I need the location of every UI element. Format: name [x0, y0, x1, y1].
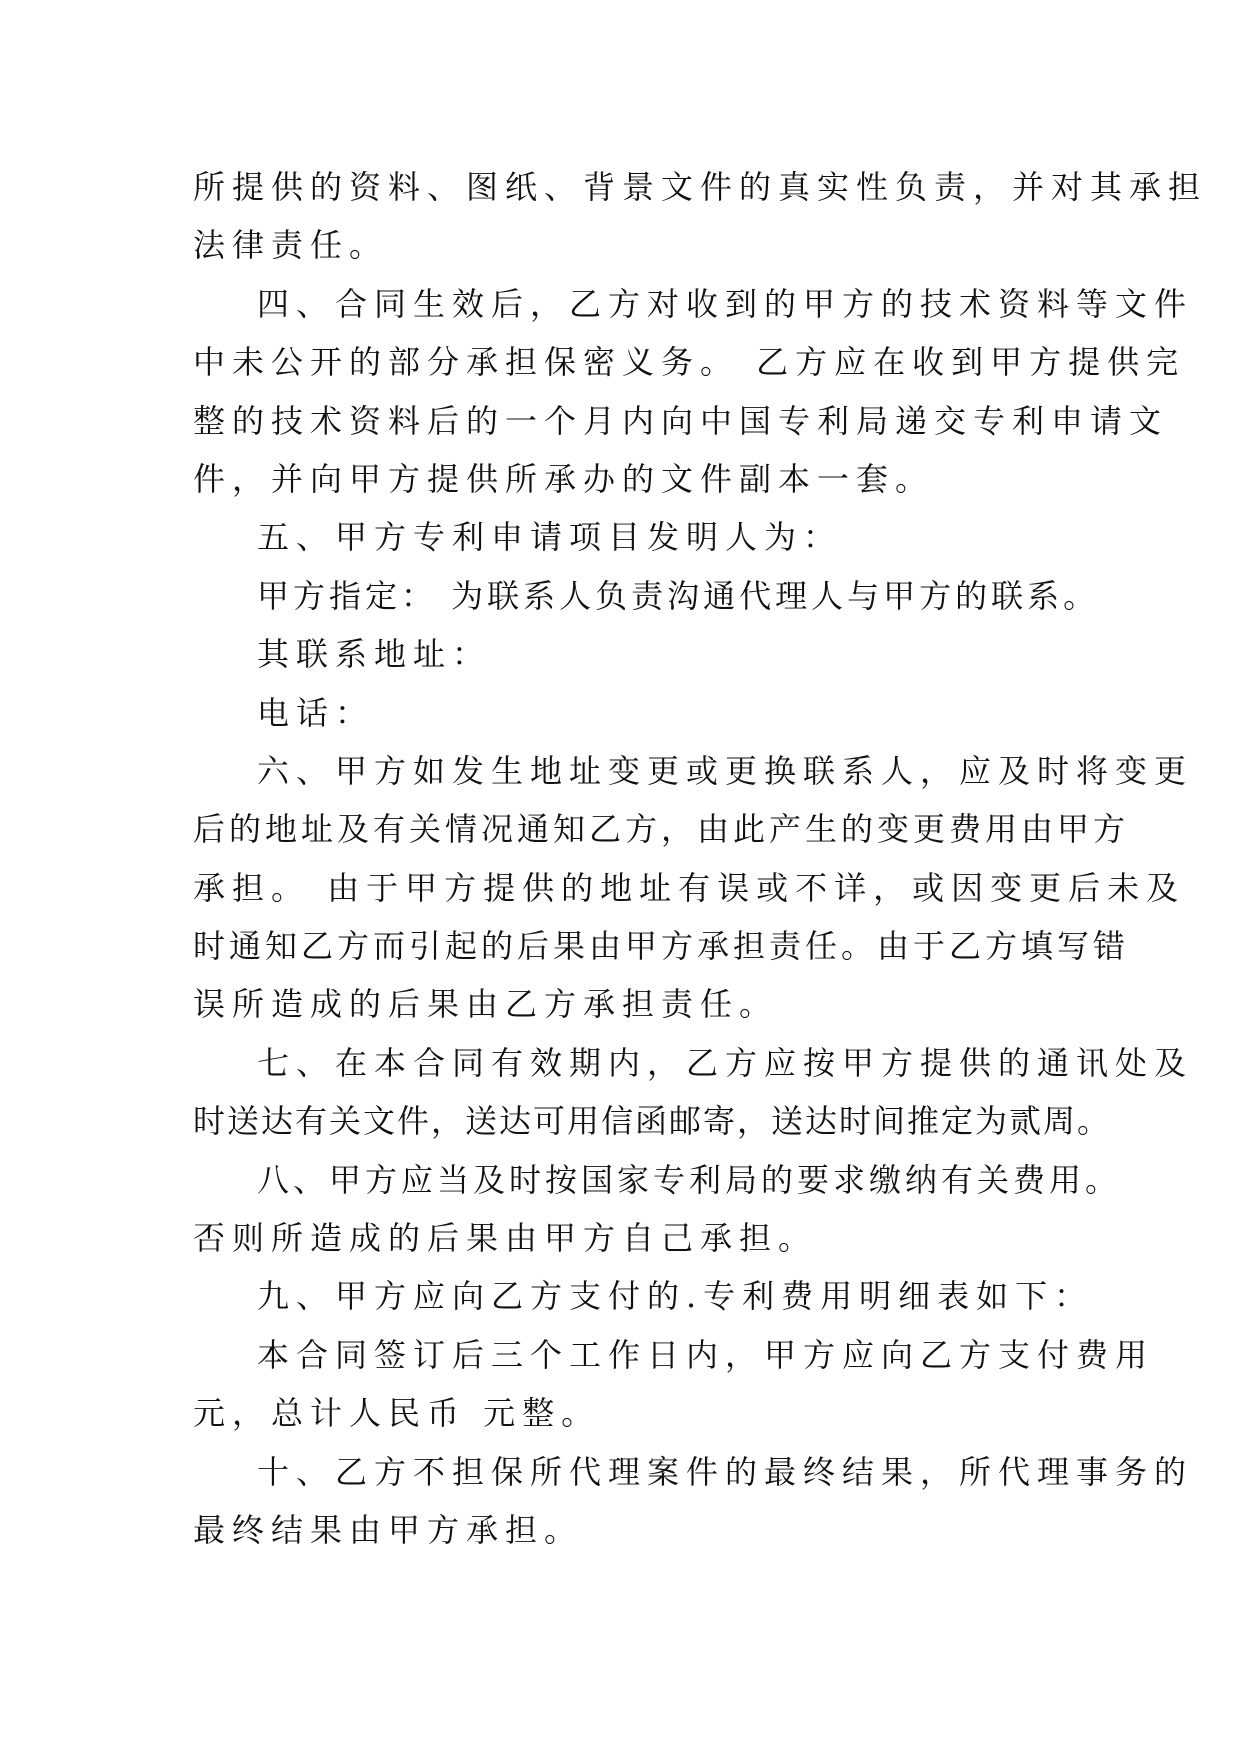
text-line: 件，并向甲方提供所承办的文件副本一套。: [193, 459, 935, 498]
clause-7-line: 七、在本合同有效期内，乙方应按甲方提供的通讯处及: [257, 1043, 1194, 1082]
contact-phone-line: 电话：: [257, 693, 375, 732]
clause-8-line: 八、甲方应当及时按国家专利局的要求缴纳有关费用。: [257, 1160, 1122, 1199]
text-line: 所提供的资料、图纸、背景文件的真实性负责，并对其承担: [193, 168, 1208, 206]
text-line: 法律责任。: [193, 226, 389, 265]
payment-line: 本合同签订后三个工作日内，甲方应向乙方支付费用: [257, 1335, 1155, 1374]
text-line: 最终结果由甲方承担。: [193, 1510, 584, 1549]
contact-designation-line: 甲方指定： 为联系人负责沟通代理人与甲方的联系。: [257, 576, 1100, 615]
contract-text: [193, 158, 1208, 1559]
text-line: 否则所造成的后果由甲方自己承担。: [193, 1219, 818, 1258]
clause-9-line: 九、甲方应向乙方支付的.专利费用明细表如下：: [257, 1277, 1094, 1316]
contact-address-line: 其联系地址：: [257, 635, 492, 674]
text-line: 后的地址及有关情况通知乙方，由此产生的变更费用由甲方: [193, 810, 1130, 849]
text-line: 时送达有关文件，送达可用信函邮寄，送达时间推定为贰周。: [193, 1102, 1112, 1141]
text-line: 中未公开的部分承担保密义务。 乙方应在收到甲方提供完: [193, 343, 1186, 382]
text-line: 时通知乙方而引起的后果由甲方承担责任。由于乙方填写错: [193, 927, 1130, 966]
text-line: 元，总计人民币 元整。: [193, 1394, 601, 1433]
text-line: 承担。 由于甲方提供的地址有误或不详，或因变更后未及: [193, 868, 1186, 907]
text-line: 误所造成的后果由乙方承担责任。: [193, 985, 779, 1024]
clause-10-line: 十、乙方不担保所代理案件的最终结果，所代理事务的: [257, 1452, 1194, 1491]
clause-5-line: 五、甲方专利申请项目发明人为：: [257, 518, 843, 557]
text-line: 整的技术资料后的一个月内向中国专利局递交专利申请文: [193, 401, 1169, 440]
clause-4-line: 四、合同生效后，乙方对收到的甲方的技术资料等文件: [257, 284, 1194, 323]
clause-6-line: 六、甲方如发生地址变更或更换联系人，应及时将变更: [257, 751, 1194, 790]
